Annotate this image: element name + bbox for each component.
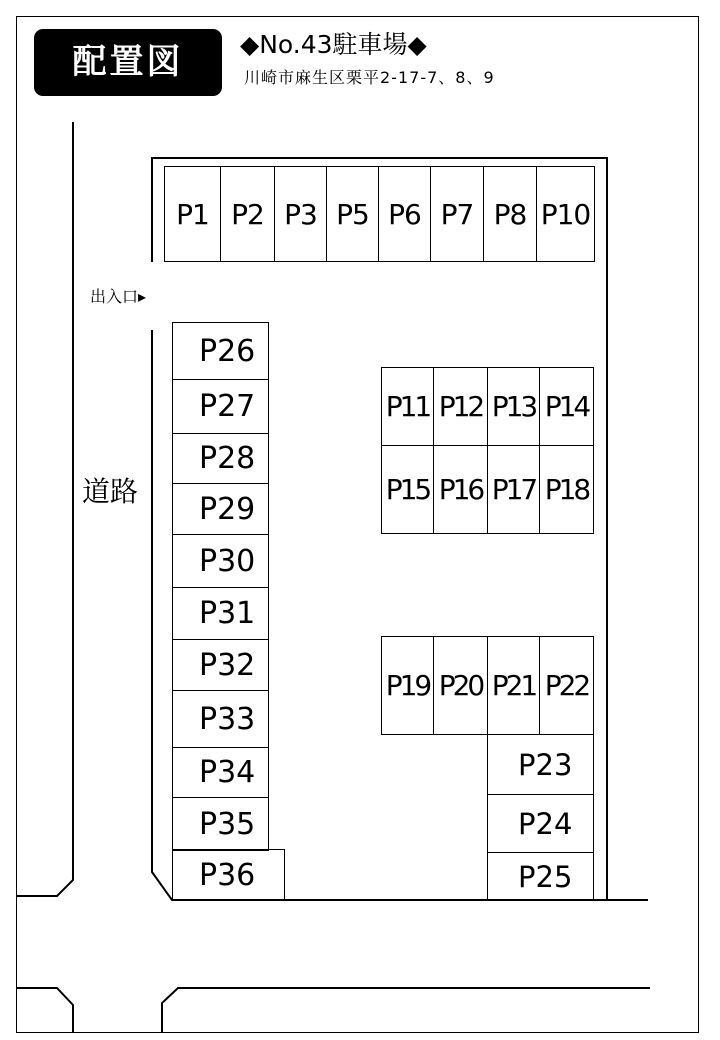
slot-p35 xyxy=(172,797,269,851)
slot-p25 xyxy=(487,852,594,901)
slot-p29 xyxy=(172,483,269,535)
slot-label: P19 xyxy=(385,669,430,702)
slot-p23 xyxy=(487,734,594,795)
slot-label: P13 xyxy=(491,390,536,423)
slot-p18 xyxy=(539,445,594,534)
slot-p5 xyxy=(326,166,379,262)
road-label: 道路 xyxy=(82,475,139,508)
slot-label: P2 xyxy=(231,197,264,231)
slot-label: P3 xyxy=(284,197,317,231)
slot-label: P5 xyxy=(336,197,369,231)
road-edge-bottom-left xyxy=(16,988,73,1033)
slot-label: P30 xyxy=(199,543,256,579)
slot-p20 xyxy=(433,636,488,735)
slot-p10 xyxy=(536,166,595,262)
slot-label: P11 xyxy=(385,390,430,423)
slot-label: P12 xyxy=(438,390,483,423)
slot-p36 xyxy=(172,849,285,901)
slot-label: P14 xyxy=(544,390,589,423)
slot-label: P10 xyxy=(540,197,591,231)
slot-p13 xyxy=(487,367,540,446)
slot-p7 xyxy=(430,166,484,262)
slot-p1 xyxy=(164,166,221,262)
slot-label: P24 xyxy=(518,806,573,841)
slot-label: P31 xyxy=(199,596,256,631)
slot-label: P22 xyxy=(544,669,589,702)
slot-label: P34 xyxy=(199,755,256,790)
slot-label: P27 xyxy=(199,389,256,424)
slot-p2 xyxy=(220,166,275,262)
slot-p15 xyxy=(381,445,434,534)
slot-label: P29 xyxy=(199,491,256,527)
slot-label: P1 xyxy=(176,197,209,231)
slot-p28 xyxy=(172,433,269,484)
slot-p24 xyxy=(487,794,594,853)
slot-label: P25 xyxy=(518,859,573,894)
slot-p26 xyxy=(172,322,269,380)
slot-label: P20 xyxy=(438,669,483,702)
slot-p34 xyxy=(172,747,269,798)
slot-label: P17 xyxy=(491,473,536,506)
slot-p22 xyxy=(539,636,594,735)
slot-p33 xyxy=(172,690,269,748)
slot-label: P7 xyxy=(440,197,474,231)
slot-p8 xyxy=(483,166,537,262)
slot-label: P26 xyxy=(199,333,256,369)
slot-label: P8 xyxy=(493,197,527,231)
slot-p11 xyxy=(381,367,434,446)
slot-label: P16 xyxy=(438,473,483,506)
slot-p14 xyxy=(539,367,594,446)
road-edge-left xyxy=(16,122,73,896)
slot-p19 xyxy=(381,636,434,735)
slot-p12 xyxy=(433,367,488,446)
slot-label: P6 xyxy=(388,197,421,231)
slot-label: P35 xyxy=(199,806,256,842)
address: 川崎市麻生区栗平2-17-7、8、9 xyxy=(244,68,495,87)
slot-label: P28 xyxy=(199,441,256,476)
slot-p21 xyxy=(487,636,540,735)
slot-p3 xyxy=(274,166,327,262)
road-edge-bottom-right xyxy=(162,988,650,1033)
slot-label: P32 xyxy=(199,647,256,683)
slot-p17 xyxy=(487,445,540,534)
slot-p30 xyxy=(172,534,269,588)
slot-label: P36 xyxy=(199,857,256,893)
slot-p16 xyxy=(433,445,488,534)
slot-p31 xyxy=(172,587,269,640)
slot-label: P23 xyxy=(518,747,573,782)
slot-label: P21 xyxy=(491,669,536,702)
slot-p6 xyxy=(378,166,431,262)
slot-p27 xyxy=(172,379,269,434)
slot-label: P15 xyxy=(385,473,430,506)
entrance-label: 出入口▸ xyxy=(90,287,147,306)
slot-p32 xyxy=(172,639,269,691)
page-title: ◆No.43駐車場◆ xyxy=(240,30,427,59)
slot-label: P18 xyxy=(544,473,589,506)
layout-badge: 配置図 xyxy=(34,29,222,96)
slot-label: P33 xyxy=(199,701,256,737)
